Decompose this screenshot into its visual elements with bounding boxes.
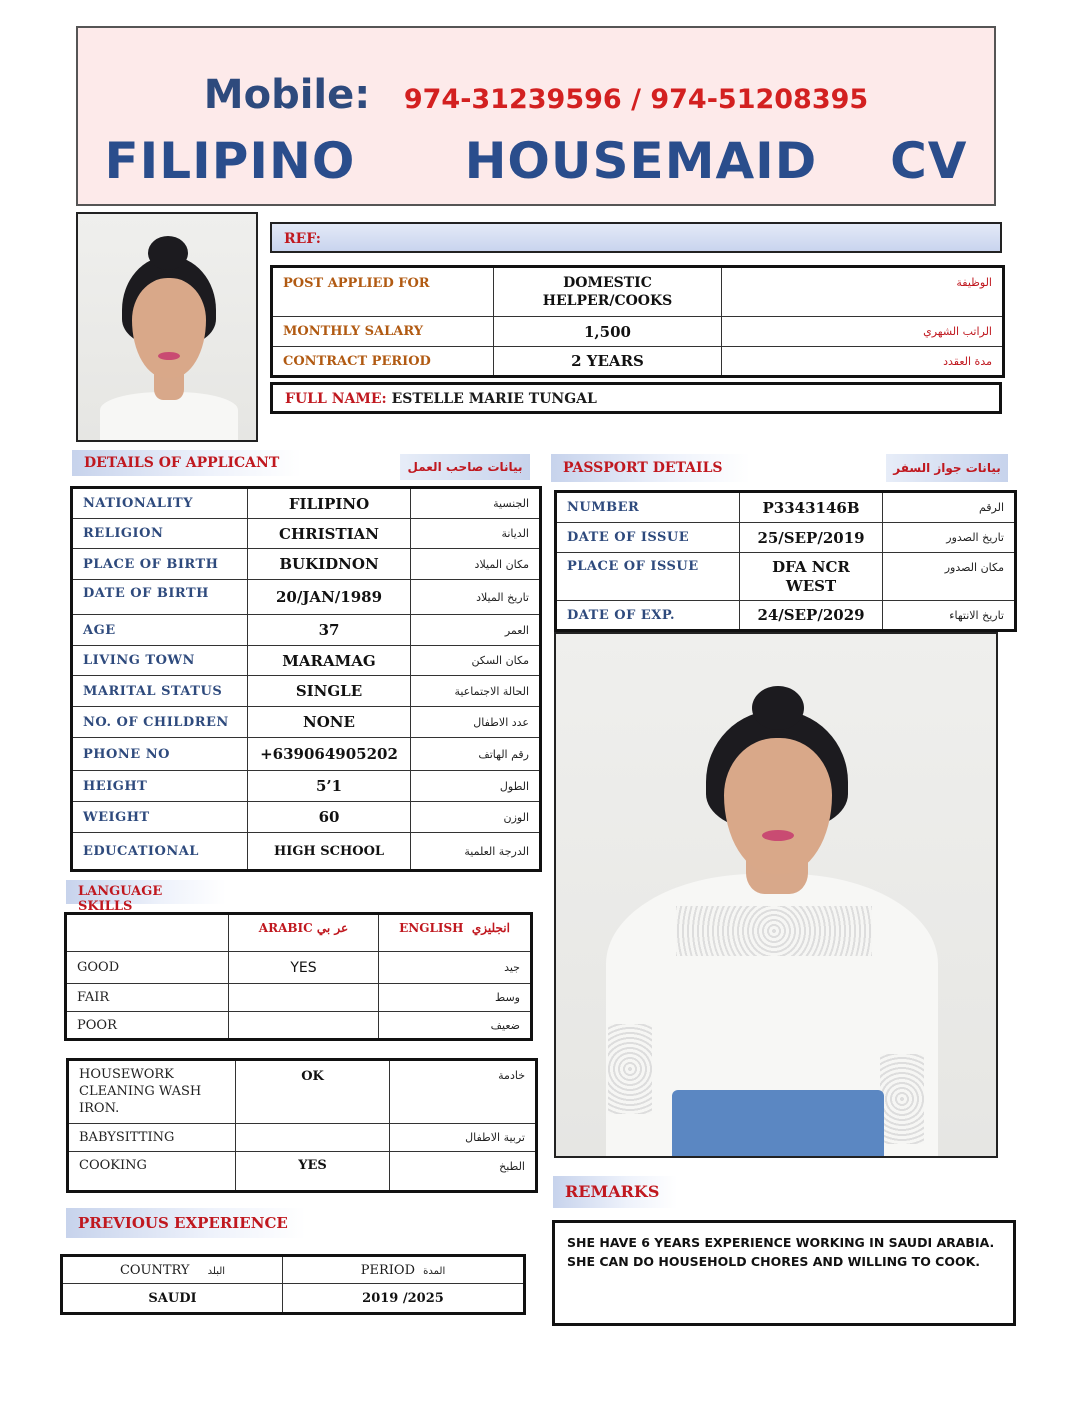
applicant-label: RELIGION (72, 519, 248, 549)
applicant-section-title-ar: بيانات صاحب العمل (400, 454, 530, 480)
applicant-arabic: رقم الهاتف (411, 738, 541, 771)
job-value: 1,500 (494, 317, 722, 347)
language-row (66, 952, 532, 984)
skill-label: COOKING (68, 1152, 236, 1192)
skill-arabic: خادمة (390, 1060, 537, 1124)
applicant-arabic: الديانة (411, 519, 541, 549)
remarks-text: SHE HAVE 6 YEARS EXPERIENCE WORKING IN SAUDI ARABIA. SHE CAN DO HOUSEHOLD CHORES AND WILLING TO COOK. (552, 1220, 1016, 1326)
passport-row (556, 523, 1016, 553)
language-arabic-label: جيد (379, 952, 532, 984)
applicant-label: PHONE NO (72, 738, 248, 771)
language-level: GOOD (66, 952, 229, 984)
passport-label: DATE OF EXP. (556, 601, 740, 631)
full-name-bar (270, 382, 1002, 414)
applicant-row (72, 738, 541, 771)
applicant-label: LIVING TOWN (72, 646, 248, 676)
skills-table (66, 1058, 538, 1193)
passport-row (556, 553, 1016, 601)
applicant-arabic: الحالة الاجتماعية (411, 676, 541, 707)
applicant-value: NONE (248, 707, 411, 738)
applicant-row (72, 646, 541, 676)
passport-value: DFA NCR WEST (740, 553, 883, 601)
job-label: MONTHLY SALARY (272, 317, 494, 347)
language-col-arabic: ARABIC عر بي (229, 914, 379, 952)
applicant-row (72, 549, 541, 580)
language-row (66, 984, 532, 1012)
passport-label: DATE OF ISSUE (556, 523, 740, 553)
applicant-value: +639064905202 (248, 738, 411, 771)
applicant-label: DATE OF BIRTH (72, 580, 248, 615)
skills-row (68, 1060, 537, 1124)
job-table (270, 265, 1005, 378)
applicant-value: SINGLE (248, 676, 411, 707)
language-table (64, 912, 533, 1041)
language-arabic-value (229, 984, 379, 1012)
skills-row (68, 1152, 537, 1192)
applicant-row (72, 833, 541, 871)
applicant-section-title: DETAILS OF APPLICANT (72, 450, 302, 476)
language-row (66, 1012, 532, 1040)
applicant-arabic: العمر (411, 615, 541, 646)
applicant-row (72, 802, 541, 833)
applicant-photo-small (76, 212, 258, 442)
language-empty-cell (66, 914, 229, 952)
job-arabic: الوظيفة (722, 267, 1004, 317)
language-arabic-label: ضعيف (379, 1012, 532, 1040)
language-arabic-label: وسط (379, 984, 532, 1012)
applicant-arabic: الجنسية (411, 488, 541, 519)
applicant-label: PLACE OF BIRTH (72, 549, 248, 580)
applicant-label: WEIGHT (72, 802, 248, 833)
passport-label: PLACE OF ISSUE (556, 553, 740, 601)
remarks-section-title: REMARKS (553, 1176, 677, 1208)
job-row (272, 347, 1004, 377)
skills-row (68, 1124, 537, 1152)
skill-value: OK (236, 1060, 390, 1124)
applicant-photo-large (554, 632, 998, 1158)
applicant-label: EDUCATIONAL (72, 833, 248, 871)
mobile-line (78, 72, 994, 118)
experience-section-title: PREVIOUS EXPERIENCE (66, 1208, 306, 1238)
applicant-table (70, 486, 542, 872)
passport-table (554, 490, 1017, 632)
language-arabic-value (229, 1012, 379, 1040)
skill-arabic: تربية الاطفال (390, 1124, 537, 1152)
experience-col-period-label: PERIOD (360, 1262, 415, 1278)
skill-value: YES (236, 1152, 390, 1192)
experience-col-period (283, 1256, 525, 1284)
job-value: 2 YEARS (494, 347, 722, 377)
applicant-row (72, 519, 541, 549)
job-row (272, 317, 1004, 347)
job-row (272, 267, 1004, 317)
mobile-numbers: 974-31239596 / 974-51208395 (403, 84, 869, 115)
applicant-value: MARAMAG (248, 646, 411, 676)
experience-col-country-label: COUNTRY (119, 1262, 190, 1278)
passport-arabic: مكان الصدور (883, 553, 1016, 601)
passport-row (556, 492, 1016, 523)
applicant-row (72, 615, 541, 646)
passport-arabic: الرقم (883, 492, 1016, 523)
job-value: DOMESTIC HELPER/COOKS (494, 267, 722, 317)
applicant-value: 20/JAN/1989 (248, 580, 411, 615)
job-arabic: الراتب الشهري (722, 317, 1004, 347)
applicant-label: MARITAL STATUS (72, 676, 248, 707)
header-box (76, 26, 996, 206)
full-name-label: FULL NAME: (285, 391, 387, 407)
skill-value (236, 1124, 390, 1152)
applicant-value: HIGH SCHOOL (248, 833, 411, 871)
passport-value: 24/SEP/2029 (740, 601, 883, 631)
mobile-label: Mobile: (203, 72, 371, 118)
applicant-value: FILIPINO (248, 488, 411, 519)
language-arabic-value: YES (229, 952, 379, 984)
passport-arabic: تاريخ الانتهاء (883, 601, 1016, 631)
passport-value: 25/SEP/2019 (740, 523, 883, 553)
language-header-row (66, 914, 532, 952)
applicant-value: 5’1 (248, 771, 411, 802)
applicant-row (72, 580, 541, 615)
language-section-title: LANGUAGE SKILLS (66, 880, 226, 904)
applicant-label: AGE (72, 615, 248, 646)
skill-label: BABYSITTING (68, 1124, 236, 1152)
applicant-label: HEIGHT (72, 771, 248, 802)
page-title: FILIPINO HOUSEMAID CV (104, 132, 968, 190)
skill-arabic: الطبخ (390, 1152, 537, 1192)
passport-label: NUMBER (556, 492, 740, 523)
passport-section-title-ar: بيانات جواز السفر (886, 454, 1008, 482)
job-label: POST APPLIED FOR (272, 267, 494, 317)
applicant-arabic: الطول (411, 771, 541, 802)
applicant-arabic: مكان الميلاد (411, 549, 541, 580)
ref-bar: REF: (270, 222, 1002, 253)
language-col-english: ENGLISH انجليزي (379, 914, 532, 952)
applicant-arabic: الوزن (411, 802, 541, 833)
applicant-row (72, 707, 541, 738)
applicant-arabic: مكان السكن (411, 646, 541, 676)
applicant-label: NO. OF CHILDREN (72, 707, 248, 738)
job-label: CONTRACT PERIOD (272, 347, 494, 377)
job-arabic: مدة العقدد (722, 347, 1004, 377)
applicant-arabic: عدد الاطفال (411, 707, 541, 738)
applicant-value: 60 (248, 802, 411, 833)
experience-col-country-ar: البلد (207, 1265, 226, 1277)
applicant-value: 37 (248, 615, 411, 646)
applicant-row (72, 676, 541, 707)
applicant-label: NATIONALITY (72, 488, 248, 519)
experience-row (62, 1284, 525, 1314)
applicant-arabic: تاريخ الميلاد (411, 580, 541, 615)
applicant-row (72, 771, 541, 802)
language-level: FAIR (66, 984, 229, 1012)
skill-label: HOUSEWORK CLEANING WASH IRON. (68, 1060, 236, 1124)
passport-value: P3343146B (740, 492, 883, 523)
experience-col-period-ar: المدة (423, 1265, 446, 1277)
experience-table (60, 1254, 526, 1315)
full-name-value: ESTELLE MARIE TUNGAL (391, 391, 597, 407)
experience-header-row (62, 1256, 525, 1284)
experience-col-country (62, 1256, 283, 1284)
experience-period: 2019 /2025 (283, 1284, 525, 1314)
language-level: POOR (66, 1012, 229, 1040)
applicant-arabic: الدرجة العلمية (411, 833, 541, 871)
experience-country: SAUDI (62, 1284, 283, 1314)
passport-arabic: تاريخ الصدور (883, 523, 1016, 553)
passport-row (556, 601, 1016, 631)
passport-section-title: PASSPORT DETAILS (551, 454, 750, 482)
applicant-row (72, 488, 541, 519)
applicant-value: CHRISTIAN (248, 519, 411, 549)
applicant-value: BUKIDNON (248, 549, 411, 580)
